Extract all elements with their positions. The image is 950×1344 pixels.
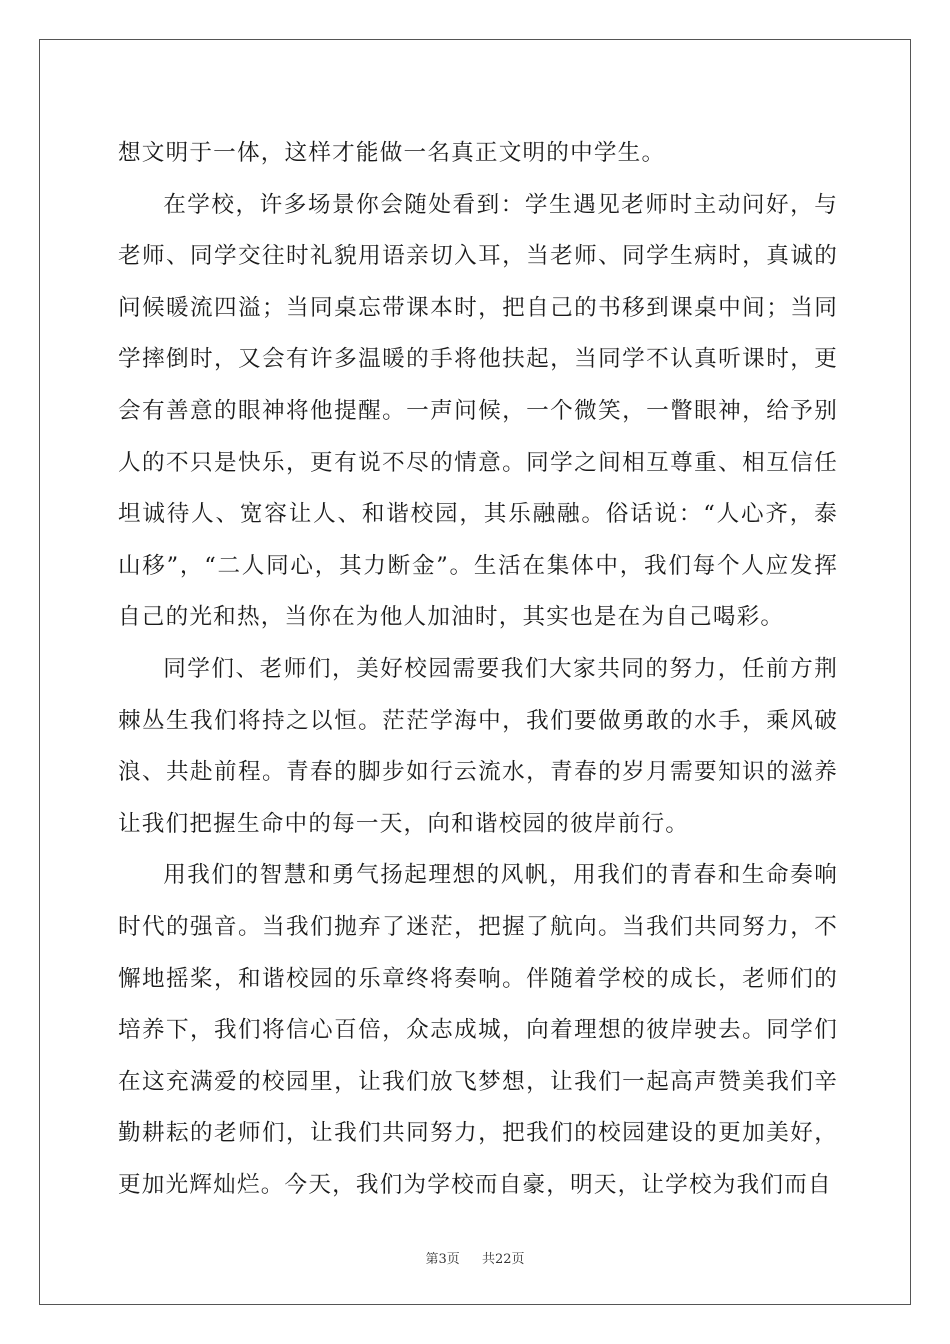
paragraph-continued: 想文明于一体，这样才能做一名真正文明的中学生。 [118,140,666,166]
page-number: 第3页 [425,1252,460,1267]
page-total: 共22页 [482,1252,525,1267]
page-footer [0,1248,950,1267]
document-body [118,128,838,1211]
paragraph-wisdom-courage: 用我们的智慧和勇气扬起理想的风帆，用我们的青春和生命奏响时代的强音。当我们抛弃了迷茫，把握了航向。当我们共同努力，不懈地摇桨，和谐校园的乐章终将奏响。伴随着学校的成长，老师们的培养下，我们将信心百倍，众志成城，向着理想的彼岸驶去。同学们在这充满爱的校园里，让我们放飞梦想，让我们一起高声赞美我们辛勤耕耘的老师们，让我们共同努力，把我们的校园建设的更加美好，更加光辉灿烂。今天，我们为学校而自豪，明天，让学校为我们而自 [118,862,838,1198]
paragraph-common-effort: 同学们、老师们，美好校园需要我们大家共同的努力，任前方荆棘丛生我们将持之以恒。茫茫学海中，我们要做勇敢的水手，乘风破浪、共赴前程。青春的脚步如行云流水，青春的岁月需要知识的滋养让我们把握生命中的每一天，向和谐校园的彼岸前行。 [118,655,838,837]
paragraph-campus-scenes: 在学校，许多场景你会随处看到：学生遇见老师时主动问好，与老师、同学交往时礼貌用语亲切入耳，当老师、同学生病时，真诚的问候暖流四溢；当同桌忘带课本时，把自己的书移到课桌中间；当同学摔倒时，又会有许多温暖的手将他扶起，当同学不认真听课时，更会有善意的眼神将他提醒。一声问候，一个微笑，一瞥眼神，给予别人的不只是快乐，更有说不尽的情意。同学之间相互尊重、相互信任坦诚待人、宽容让人、和谐校园，其乐融融。俗话说：“人心齐，泰山移”，“二人同心，其力断金”。生活在集体中，我们每个人应发挥自己的光和热，当你在为他人加油时，其实也是在为自己喝彩。 [118,191,838,631]
